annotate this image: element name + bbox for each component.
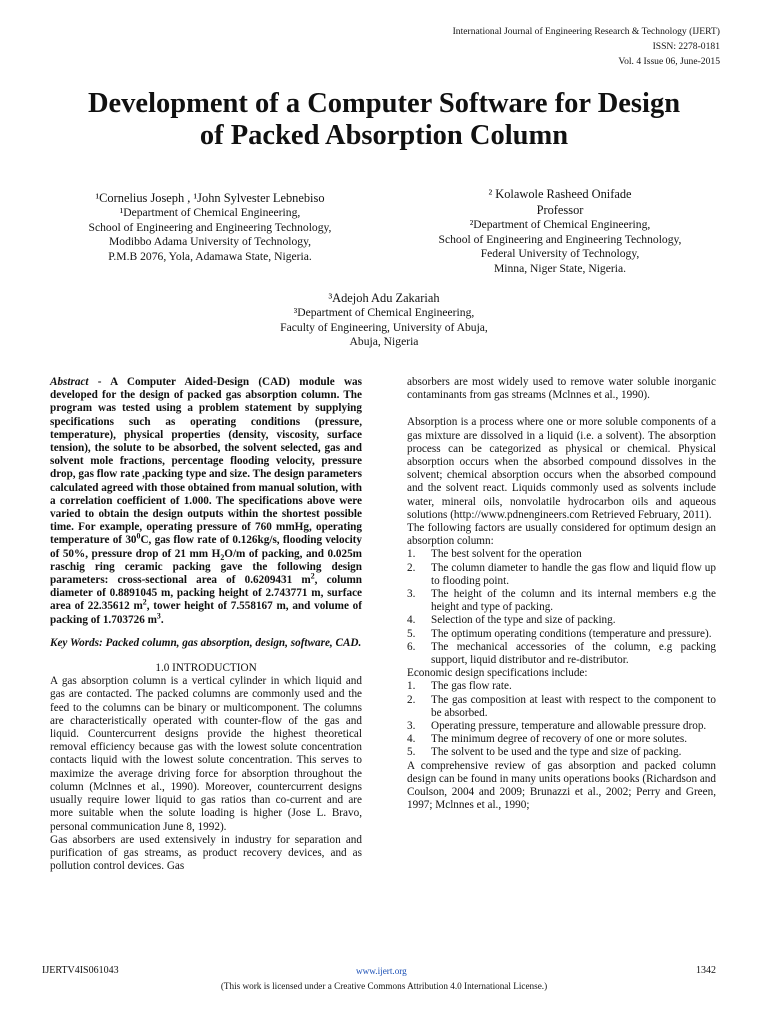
list-item-text: The column diameter to handle the gas flow and liquid flow up to flooding point. xyxy=(431,561,716,587)
keywords: Key Words: Packed column, gas absorption, design, software, CAD. xyxy=(50,636,362,649)
author-names-center: ³Adejoh Adu Zakariah xyxy=(328,291,440,305)
author-names-left: ¹Cornelius Joseph , ¹John Sylvester Lebnebiso xyxy=(95,191,325,205)
body-paragraph: absorbers are most widely used to remove water soluble inorganic contaminants from gas streams (Mclnnes et al., 1990). xyxy=(407,376,716,402)
list-item-text: The height of the column and its internal members e.g the height and type of packing. xyxy=(431,588,716,614)
footer-paper-id: IJERTV4IS061043 xyxy=(42,965,119,976)
list-item-number: 3. xyxy=(407,588,416,601)
abstract-superscript: 3 xyxy=(156,610,161,620)
journal-volume: Vol. 4 Issue 06, June-2015 xyxy=(618,56,720,67)
abstract-label: Abstract xyxy=(50,376,89,388)
list-item-number: 1. xyxy=(407,548,416,561)
list-item-number: 4. xyxy=(407,614,416,627)
paper-title-line-1: Development of a Computer Software for Design xyxy=(87,88,681,119)
list-item xyxy=(407,588,716,614)
right-column xyxy=(407,376,716,813)
body-paragraph: Absorption is a process where one or more soluble components of a gas mixture are dissolved in a liquid (i.e. a solvent). The absorption process can be categorized as physical or chemical. Physical absorption occurs when the absorbed compound dissolves in the solvent; chemical absorption occurs when the absorbed compound and the solvent react. Liquids commonly used as solvents include water, mineral oils, nonvolatile hydrocarbon oils and aqueous solutions (http://www.pdnengineers.com Retrieved February, 2011). xyxy=(407,416,716,521)
abstract-superscript: 2 xyxy=(142,597,147,607)
abstract xyxy=(50,376,362,627)
footer-link[interactable]: www.ijert.org xyxy=(356,966,407,976)
list-item xyxy=(407,733,716,746)
list-item-number: 5. xyxy=(407,627,416,640)
body-paragraph: A comprehensive review of gas absorption and packed column design can be found in many units operations books (Richardson and Coulson, 2004 and 2009; Brunazzi et al., 2002; Perry and Green, 1997; Mclnnes et al., 1990; xyxy=(407,759,716,812)
list-item xyxy=(407,641,716,667)
abstract-text: - A Computer Aided-Design (CAD) module was developed for the design of packed gas absorption column. The program was tested using a problem statement by supplying specifications such as operating conditions (pressure, temperature), physical properties (density, viscosity, surface tension), the solute to be absorbed, the solvent selected, gas and solvent mole fractions, percentage flooding velocity, pressure drop, gas flow rate ,packing type and size. The design parameters calculated agreed with those obtained from manual solution, with a correlation coefficient of 1.000. The specifications above were varied to obtain the design outputs within the shortest possible time. For example, operating pressure of 760 mmHg, operating temperature of 30 xyxy=(50,376,362,547)
affiliation-line: School of Engineering and Engineering Technology, xyxy=(438,232,682,246)
affiliation-line: ²Department of Chemical Engineering, xyxy=(469,218,651,231)
factors-intro: The following factors are usually considered for optimum design an absorption column: xyxy=(407,522,716,548)
footer-license: (This work is licensed under a Creative Commons Attribution 4.0 International License.) xyxy=(220,981,548,991)
list-item-number: 6. xyxy=(407,640,416,653)
affiliation-line: Minna, Niger State, Nigeria. xyxy=(493,261,626,275)
list-item xyxy=(407,680,716,693)
list-item xyxy=(407,562,716,588)
economic-intro: Economic design specifications include: xyxy=(407,667,588,680)
affiliation-line: P.M.B 2076, Yola, Adamawa State, Nigeria. xyxy=(108,249,312,263)
intro-paragraph: A gas absorption column is a vertical cylinder in which liquid and gas are contacted. The packed columns are commonly used and the feed to the columns can be binary or multicomponent. The columns are characteristically operated with counter-flow of the gas and liquid. Countercurrent designs provide the highest theoretical removal efficiency because gas with the lowest solute concentration contacts liquid with the lowest solute concentration. This serves to maximize the average driving force for absorption throughout the column (Mclnnes et al., 1990). Moreover, countercurrent designs usually require lower liquid to gas ratios than co-current and are more suitable when the solute loading is higher (Jose L. Bravo, personal communication June 8, 1992). xyxy=(50,675,362,833)
list-item-number: 4. xyxy=(407,733,416,746)
author-block-right xyxy=(392,186,728,276)
affiliation-line: Faculty of Engineering, University of Abuja, xyxy=(280,320,488,334)
list-item-text: The optimum operating conditions (temperature and pressure). xyxy=(431,627,712,640)
list-item-text: Selection of the type and size of packing. xyxy=(431,614,616,627)
abstract-text: . xyxy=(160,613,164,626)
economic-list xyxy=(407,680,716,759)
left-column xyxy=(50,376,362,873)
list-item xyxy=(407,694,716,720)
author-block-center xyxy=(184,290,584,350)
affiliation-line: ¹Department of Chemical Engineering, xyxy=(119,206,301,219)
intro-paragraph: Gas absorbers are used extensively in industry for separation and purification of gas streams, as product recovery devices, and as pollution control devices. Gas xyxy=(50,833,362,873)
list-item-number: 1. xyxy=(407,680,416,693)
journal-header xyxy=(453,24,720,69)
section-heading-introduction: 1.0 INTRODUCTION xyxy=(155,662,257,675)
journal-issn: ISSN: 2278-0181 xyxy=(652,41,720,52)
paper-title xyxy=(40,88,728,152)
list-item-number: 2. xyxy=(407,693,416,706)
factors-list xyxy=(407,548,716,667)
list-item-number: 3. xyxy=(407,720,416,733)
abstract-superscript: 0 xyxy=(136,531,141,541)
list-item xyxy=(407,746,716,759)
affiliation-line: Modibbo Adama University of Technology, xyxy=(108,235,312,248)
abstract-superscript: 2 xyxy=(310,571,315,581)
affiliation-line: Abuja, Nigeria xyxy=(349,335,419,348)
affiliation-line: School of Engineering and Engineering Technology, xyxy=(88,220,332,234)
paper-title-line-2: of Packed Absorption Column xyxy=(199,120,569,151)
footer-page-number: 1342 xyxy=(696,965,716,976)
list-item-text: The gas flow rate. xyxy=(431,680,512,693)
abstract-text: O/m of packing, and 0.025m raschig ring ceramic packing gave the following design parameters: cross-sectional area of 0.6209431 m xyxy=(50,547,362,587)
author-title: Professor xyxy=(536,203,584,217)
list-item xyxy=(407,548,716,561)
affiliation-line: ³Department of Chemical Engineering, xyxy=(293,306,475,319)
list-item-text: The solvent to be used and the type and size of packing. xyxy=(431,746,682,759)
journal-name: International Journal of Engineering Research & Technology (IJERT) xyxy=(452,26,720,37)
list-item-text: The best solvent for the operation xyxy=(431,548,582,561)
list-item-text: The mechanical accessories of the column, e.g packing support, liquid distributor and re-distributor. xyxy=(431,640,716,667)
list-item-number: 2. xyxy=(407,561,416,574)
abstract-text: , column diameter of 0.8891045 m, packing height of 2.743771 m, surface area of 22.35612 m xyxy=(50,574,362,613)
affiliation-line: Federal University of Technology, xyxy=(480,247,640,260)
list-item xyxy=(407,628,716,641)
abstract-text: , tower height of 7.558167 m, and volume of packing of 1.703726 m xyxy=(50,600,362,626)
list-item-text: Operating pressure, temperature and allowable pressure drop. xyxy=(431,720,707,733)
list-item xyxy=(407,614,716,627)
author-block-left xyxy=(40,190,380,264)
abstract-subscript: 2 xyxy=(220,552,225,562)
list-item-text: The gas composition at least with respect to the component to be absorbed. xyxy=(431,693,716,719)
abstract-text: C, gas flow rate of 0.126kg/s, flooding velocity of 50%, pressure drop of 21 mm H xyxy=(50,534,362,560)
list-item xyxy=(407,720,716,733)
list-item-number: 5. xyxy=(407,746,416,759)
author-names-right: ² Kolawole Rasheed Onifade xyxy=(488,187,632,201)
list-item-text: The minimum degree of recovery of one or more solutes. xyxy=(431,733,687,746)
